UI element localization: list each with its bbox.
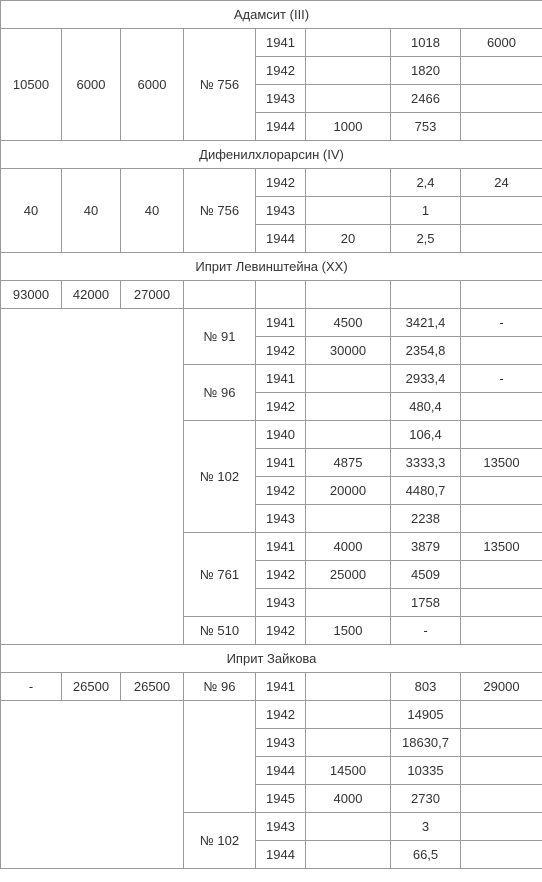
total-cell-1: - xyxy=(1,673,62,701)
table-row xyxy=(1,309,542,337)
fact-cell: 1820 xyxy=(391,57,461,85)
plant-cell: № 756 xyxy=(184,169,256,253)
year-cell: 1942 xyxy=(256,337,306,365)
plan-cell xyxy=(306,505,391,533)
table-row xyxy=(1,673,542,701)
section-title: Дифенилхлорарсин (IV) xyxy=(1,141,542,169)
plan-cell: 14500 xyxy=(306,757,391,785)
total-cell-2: 40 xyxy=(62,169,121,253)
plant-cell: № 96 xyxy=(184,365,256,421)
plant-cell: № 102 xyxy=(184,813,256,869)
fact-cell: 2,5 xyxy=(391,225,461,253)
section-header-row xyxy=(1,141,542,169)
year-cell: 1942 xyxy=(256,477,306,505)
plan-cell: 1000 xyxy=(306,113,391,141)
fact-cell: 66,5 xyxy=(391,841,461,869)
year-cell: 1942 xyxy=(256,57,306,85)
year-cell: 1944 xyxy=(256,757,306,785)
stock-cell xyxy=(461,561,542,589)
total-cell-3: 27000 xyxy=(121,281,184,309)
fact-cell: 3 xyxy=(391,813,461,841)
year-cell: 1944 xyxy=(256,225,306,253)
year-cell: 1942 xyxy=(256,701,306,729)
plan-cell xyxy=(306,57,391,85)
section-title: Иприт Левинштейна (XX) xyxy=(1,253,542,281)
plan-cell xyxy=(306,841,391,869)
fact-cell: 3879 xyxy=(391,533,461,561)
fact-cell: 803 xyxy=(391,673,461,701)
plant-cell: № 761 xyxy=(184,533,256,617)
total-cell-1: 10500 xyxy=(1,29,62,141)
plan-cell xyxy=(306,197,391,225)
plan-cell xyxy=(306,365,391,393)
fact-cell: 3333,3 xyxy=(391,449,461,477)
year-cell: 1941 xyxy=(256,365,306,393)
stock-cell xyxy=(461,505,542,533)
fact-cell: 2466 xyxy=(391,85,461,113)
year-cell: 1941 xyxy=(256,309,306,337)
plan-cell xyxy=(306,813,391,841)
table-row xyxy=(1,281,542,309)
plan-cell xyxy=(306,673,391,701)
plant-cell: № 756 xyxy=(184,29,256,141)
year-cell: 1940 xyxy=(256,421,306,449)
plan-cell xyxy=(306,589,391,617)
plan-cell: 4000 xyxy=(306,533,391,561)
total-cell-empty xyxy=(1,701,184,869)
stock-cell xyxy=(461,225,542,253)
table-row xyxy=(1,29,542,57)
section-header-row xyxy=(1,253,542,281)
plant-cell: № 102 xyxy=(184,421,256,533)
stock-cell xyxy=(461,85,542,113)
fact-cell: 4509 xyxy=(391,561,461,589)
total-cell-2: 42000 xyxy=(62,281,121,309)
year-cell: 1943 xyxy=(256,85,306,113)
plan-cell xyxy=(306,29,391,57)
stock-cell xyxy=(461,197,542,225)
fact-cell: 18630,7 xyxy=(391,729,461,757)
stock-cell xyxy=(461,841,542,869)
fact-cell: 1758 xyxy=(391,589,461,617)
fact-cell: 2933,4 xyxy=(391,365,461,393)
year-cell: 1943 xyxy=(256,505,306,533)
year-cell: 1941 xyxy=(256,533,306,561)
total-cell-3: 26500 xyxy=(121,673,184,701)
total-cell-empty xyxy=(1,309,184,645)
fact-cell: 14905 xyxy=(391,701,461,729)
plan-cell xyxy=(306,85,391,113)
stock-cell xyxy=(461,477,542,505)
fact-cell: 2730 xyxy=(391,785,461,813)
year-cell: 1944 xyxy=(256,113,306,141)
year-cell: 1941 xyxy=(256,29,306,57)
fact-cell: 1018 xyxy=(391,29,461,57)
fact-cell: 4480,7 xyxy=(391,477,461,505)
plan-cell: 1500 xyxy=(306,617,391,645)
table-body xyxy=(1,1,542,869)
year-cell: 1942 xyxy=(256,617,306,645)
stock-cell: 13500 xyxy=(461,449,542,477)
fact-cell: 480,4 xyxy=(391,393,461,421)
plant-cell xyxy=(184,701,256,813)
year-cell: 1941 xyxy=(256,673,306,701)
plan-cell: 25000 xyxy=(306,561,391,589)
plan-cell xyxy=(306,393,391,421)
stock-cell xyxy=(461,729,542,757)
stock-cell xyxy=(461,813,542,841)
plan-cell: 20 xyxy=(306,225,391,253)
total-cell-1: 93000 xyxy=(1,281,62,309)
stock-cell: - xyxy=(461,365,542,393)
plant-cell: № 91 xyxy=(184,309,256,365)
total-cell-3: 6000 xyxy=(121,29,184,141)
total-cell-2: 26500 xyxy=(62,673,121,701)
year-cell: 1943 xyxy=(256,729,306,757)
section-title: Адамсит (III) xyxy=(1,1,542,29)
table-row xyxy=(1,701,542,729)
plant-cell: № 96 xyxy=(184,673,256,701)
plan-cell xyxy=(306,169,391,197)
stock-cell xyxy=(461,337,542,365)
fact-cell: 106,4 xyxy=(391,421,461,449)
year-cell: 1942 xyxy=(256,169,306,197)
fact-cell: 2,4 xyxy=(391,169,461,197)
plan-cell: 4000 xyxy=(306,785,391,813)
year-cell: 1943 xyxy=(256,589,306,617)
stock-cell: 6000 xyxy=(461,29,542,57)
stock-cell xyxy=(461,785,542,813)
fact-cell: 2238 xyxy=(391,505,461,533)
total-cell-1: 40 xyxy=(1,169,62,253)
year-cell xyxy=(256,281,306,309)
plant-cell xyxy=(184,281,256,309)
section-title: Иприт Зайкова xyxy=(1,645,542,673)
plan-cell xyxy=(306,701,391,729)
plan-cell xyxy=(306,421,391,449)
stock-cell xyxy=(461,393,542,421)
stock-cell: 24 xyxy=(461,169,542,197)
stock-cell xyxy=(461,589,542,617)
section-header-row xyxy=(1,645,542,673)
stock-cell xyxy=(461,701,542,729)
year-cell: 1942 xyxy=(256,393,306,421)
fact-cell xyxy=(391,281,461,309)
year-cell: 1942 xyxy=(256,561,306,589)
total-cell-3: 40 xyxy=(121,169,184,253)
stock-cell xyxy=(461,113,542,141)
fact-cell: 753 xyxy=(391,113,461,141)
total-cell-2: 6000 xyxy=(62,29,121,141)
table-row xyxy=(1,169,542,197)
stock-cell: - xyxy=(461,309,542,337)
year-cell: 1945 xyxy=(256,785,306,813)
fact-cell: 3421,4 xyxy=(391,309,461,337)
plan-cell xyxy=(306,729,391,757)
stock-cell: 13500 xyxy=(461,533,542,561)
plan-cell: 20000 xyxy=(306,477,391,505)
stock-cell xyxy=(461,757,542,785)
stock-cell xyxy=(461,57,542,85)
section-header-row xyxy=(1,1,542,29)
plan-cell: 30000 xyxy=(306,337,391,365)
fact-cell: 2354,8 xyxy=(391,337,461,365)
plan-cell xyxy=(306,281,391,309)
plan-cell: 4875 xyxy=(306,449,391,477)
plan-cell: 4500 xyxy=(306,309,391,337)
plant-cell: № 510 xyxy=(184,617,256,645)
year-cell: 1943 xyxy=(256,813,306,841)
fact-cell: - xyxy=(391,617,461,645)
stock-cell xyxy=(461,281,542,309)
stock-cell: 29000 xyxy=(461,673,542,701)
stock-cell xyxy=(461,617,542,645)
fact-cell: 1 xyxy=(391,197,461,225)
year-cell: 1943 xyxy=(256,197,306,225)
stock-cell xyxy=(461,421,542,449)
year-cell: 1944 xyxy=(256,841,306,869)
year-cell: 1941 xyxy=(256,449,306,477)
fact-cell: 10335 xyxy=(391,757,461,785)
